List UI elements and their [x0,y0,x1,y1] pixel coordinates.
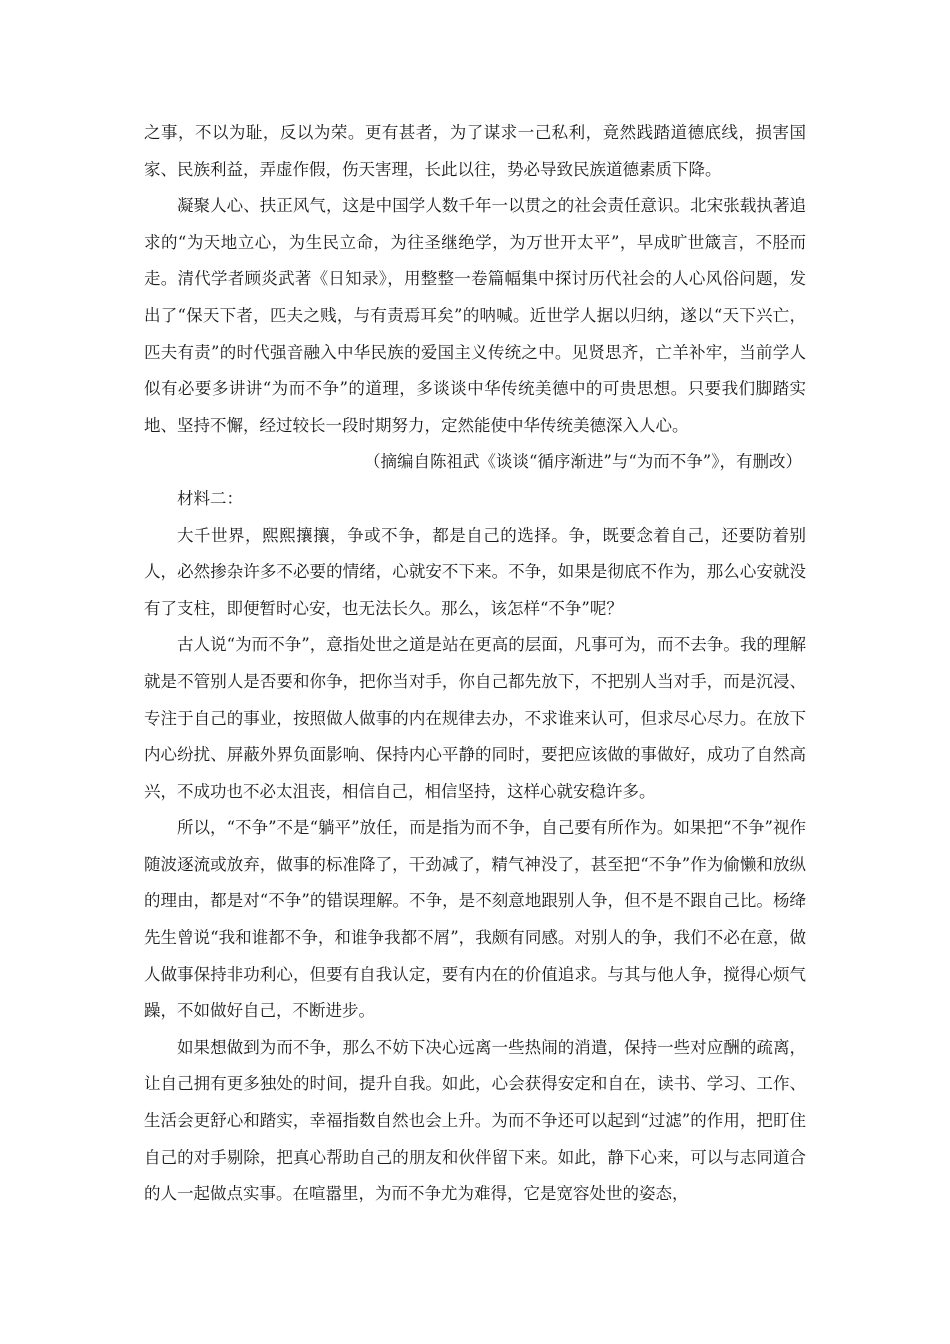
source-citation: （摘编自陈祖武《谈谈“循序渐进”与“为而不争”》，有删改） [364,452,802,472]
material-two-heading: 材料二： [177,488,243,508]
material-paragraph-2: 古人说“为而不争”，意指处世之道是站在更高的层面，凡事可为，而不去争。我的理解就是不管别人是否要和你争，把你当对手，你自己都先放下，不把别人当对手，而是沉浸、专注于自己的事业，按照做人做事的内在规律去办，不求谁来认可，但求尽心尽力。在放下内心纷扰、屏蔽外界负面影响、保持内心平静的同时，要把应该做的事做好，成功了自然高兴，不成功也不必太沮丧，相信自己，相信坚持，这样心就安稳许多。 [144,635,806,801]
paragraph-continued: 之事，不以为耻，反以为荣。更有甚者，为了谋求一己私利，竟然践踏道德底线，损害国家、民族利益，弄虚作假，伤天害理，长此以往，势必导致民族道德素质下降。 [144,123,806,179]
paragraph-social-responsibility: 凝聚人心、扶正风气，这是中国学人数千年一以贯之的社会责任意识。北宋张载执著追求的“为天地立心，为生民立命，为往圣继绝学，为万世开太平”，早成旷世箴言，不胫而走。清代学者顾炎武著《日知录》，用整整一卷篇幅集中探讨历代社会的人心风俗问题，发出了“保天下者，匹夫之贱，与有责焉耳矣”的呐喊。近世学人据以归纳，遂以“天下兴亡，匹夫有责”的时代强音融入中华民族的爱国主义传统之中。见贤思齐，亡羊补牢，当前学人似有必要多讲讲“为而不争”的道理，多谈谈中华传统美德中的可贵思想。只要我们脚踏实地、坚持不懈，经过较长一段时期努力，定然能使中华传统美德深入人心。 [144,196,806,435]
material-paragraph-1: 大千世界，熙熙攘攘，争或不争，都是自己的选择。争，既要念着自己，还要防着别人，必然掺杂许多不必要的情绪，心就安不下来。不争，如果是彻底不作为，那么心安就没有了支柱，即便暂时心安，也无法长久。那么，该怎样“不争”呢？ [144,525,806,618]
material-paragraph-3: 所以，“不争”不是“躺平”放任，而是指为而不争，自己要有所作为。如果把“不争”视作随波逐流或放弃，做事的标准降了，干劲减了，精气神没了，甚至把“不争”作为偷懒和放纵的理由，都是对“不争”的错误理解。不争，是不刻意地跟别人争，但不是不跟自己比。杨绛先生曾说“我和谁都不争，和谁争我都不屑”，我颇有同感。对别人的争，我们不必在意，做人做事保持非功利心，但要有自我认定，要有内在的价值追求。与其与他人争，搅得心烦气躁，不如做好自己，不断进步。 [144,818,806,1021]
document-body [144,115,806,1213]
material-paragraph-4: 如果想做到为而不争，那么不妨下决心远离一些热闹的消遣，保持一些对应酬的疏离，让自己拥有更多独处的时间，提升自我。如此，心会获得安定和自在，读书、学习、工作、生活会更舒心和踏实，幸福指数自然也会上升。为而不争还可以起到“过滤”的作用，把盯住自己的对手剔除，把真心帮助自己的朋友和伙伴留下来。如此，静下心来，可以与志同道合的人一起做点实事。在喧嚣里，为而不争尤为难得，它是宽容处世的姿态， [144,1037,806,1204]
